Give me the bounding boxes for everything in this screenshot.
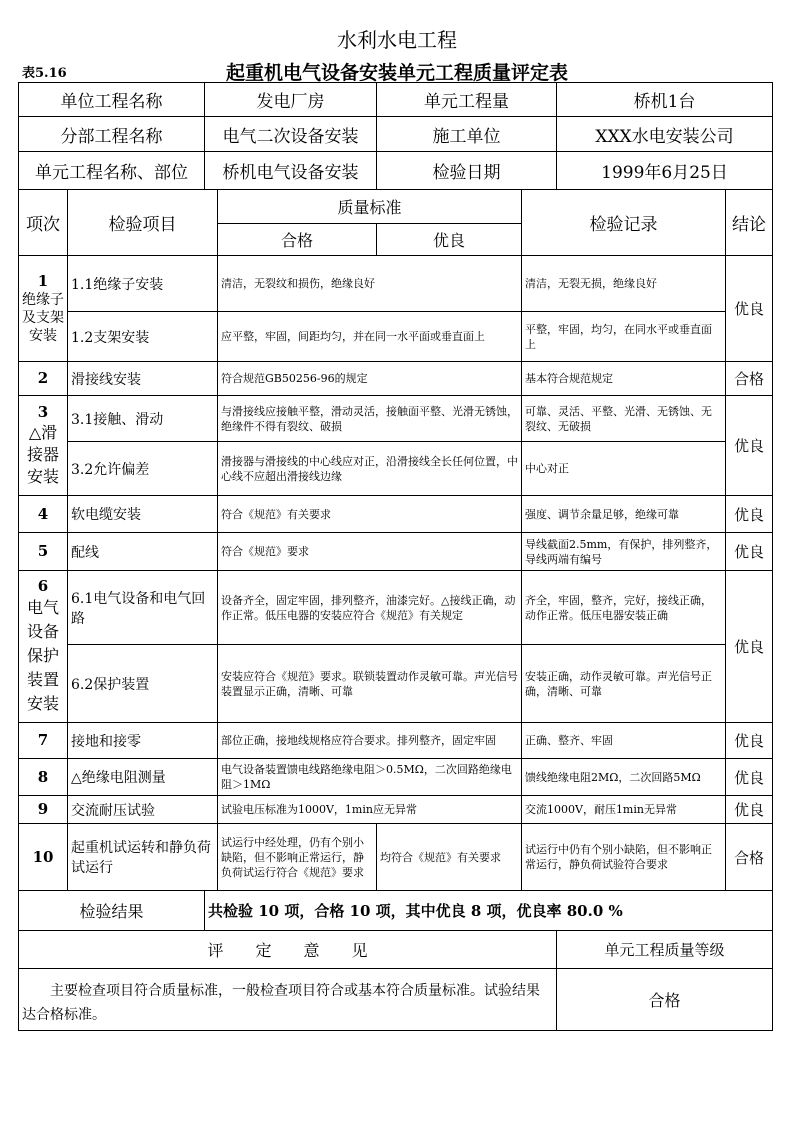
table-row — [19, 256, 773, 312]
unit-project-label: 单位工程名称 — [19, 83, 205, 117]
sub-project-label: 分部工程名称 — [19, 117, 205, 152]
record-text: 试运行中仍有个别小缺陷，但不影响正常运行，静负荷试验符合要求 — [522, 824, 726, 891]
item-number: 4 — [19, 496, 68, 533]
check-item: △绝缘电阻测量 — [68, 759, 218, 796]
table-row — [19, 723, 773, 759]
standard-excellent-text: 均符合《规范》有关要求 — [377, 824, 522, 891]
table-number: 表5.16 — [22, 66, 67, 81]
conclusion: 优良 — [726, 496, 773, 533]
unit-quantity-label: 单元工程量 — [377, 83, 557, 117]
group-name: 电气设备保护装置安装 — [26, 598, 59, 713]
col-quality-standard: 质量标准 — [218, 190, 522, 224]
date-value: 1999年6月25日 — [557, 152, 773, 190]
col-item-no: 项次 — [19, 190, 68, 256]
record-text: 齐全，牢固，整齐，完好，接线正确，动作正常。低压电器安装正确 — [522, 571, 726, 645]
record-text: 基本符合规范规定 — [522, 362, 726, 396]
check-item: 接地和接零 — [68, 723, 218, 759]
date-label: 检验日期 — [377, 152, 557, 190]
conclusion: 合格 — [726, 362, 773, 396]
standard-text: 安装应符合《规范》要求。联锁装置动作灵敏可靠。声光信号装置显示正确，清晰、可靠 — [218, 645, 522, 723]
item-number: 9 — [19, 796, 68, 824]
check-item: 配线 — [68, 533, 218, 571]
element-label: 单元工程名称、部位 — [19, 152, 205, 190]
form-title: 起重机电气设备安装单元工程质量评定表 — [225, 62, 568, 84]
record-text: 强度、调节余量足够，绝缘可靠 — [522, 496, 726, 533]
check-item: 交流耐压试验 — [68, 796, 218, 824]
quality-evaluation-table — [18, 82, 773, 1031]
table-row — [19, 362, 773, 396]
table-row — [19, 396, 773, 442]
group-number: 6 — [37, 577, 49, 595]
standard-text: 电气设备装置馈电线路绝缘电阻＞0.5MΩ，二次回路绝缘电阻＞1MΩ — [218, 759, 522, 796]
conclusion: 优良 — [726, 256, 773, 362]
conclusion: 合格 — [726, 824, 773, 891]
record-text: 可靠、灵活、平整、光滑、无锈蚀、无裂纹、无破损 — [522, 396, 726, 442]
table-row — [19, 442, 773, 496]
unit-quantity-value: 桥机1台 — [557, 83, 773, 117]
document-title: 水利水电工程 — [337, 28, 457, 52]
group-name: △滑接器安装 — [26, 423, 59, 486]
opinion-text: 主要检查项目符合质量标准，一般检查项目符合或基本符合质量标准。试验结果达合格标准。 — [19, 969, 557, 1031]
check-item: 3.1接触、滑动 — [68, 396, 218, 442]
standard-text: 设备齐全，固定牢固，排列整齐，油漆完好。△接线正确，动作正常。低压电器的安装应符合《规范》有关规定 — [218, 571, 522, 645]
group-number: 3 — [37, 403, 49, 421]
group-1-cell — [19, 256, 68, 362]
check-item: 3.2允许偏差 — [68, 442, 218, 496]
standard-text: 应平整，牢固，间距均匀，并在同一水平面或垂直面上 — [218, 312, 522, 362]
group-number: 1 — [37, 272, 49, 290]
check-item: 软电缆安装 — [68, 496, 218, 533]
result-text: 共检验 10 项，合格 10 项，其中优良 8 项，优良率 80.0 % — [205, 891, 773, 931]
conclusion: 优良 — [726, 396, 773, 496]
col-excellent: 优良 — [377, 224, 522, 256]
opinion-label: 评 定 意 见 — [19, 931, 557, 969]
record-text: 正确、整齐、牢固 — [522, 723, 726, 759]
record-text: 导线截面2.5mm，有保护，排列整齐，导线两端有编号 — [522, 533, 726, 571]
table-row — [19, 496, 773, 533]
item-number: 2 — [19, 362, 68, 396]
record-text: 中心对正 — [522, 442, 726, 496]
standard-text: 清洁，无裂纹和损伤，绝缘良好 — [218, 256, 522, 312]
conclusion: 优良 — [726, 796, 773, 824]
group-name: 绝缘子及支架安装 — [22, 292, 64, 344]
table-row — [19, 759, 773, 796]
record-text: 清洁，无裂无损，绝缘良好 — [522, 256, 726, 312]
sub-project-value: 电气二次设备安装 — [205, 117, 377, 152]
standard-text: 与滑接线应接触平整，滑动灵活，接触面平整、光滑无锈蚀，绝缘件不得有裂纹、破损 — [218, 396, 522, 442]
standard-text: 滑接器与滑接线的中心线应对正，沿滑接线全长任何位置，中心线不应超出滑接线边缘 — [218, 442, 522, 496]
standard-text: 部位正确，接地线规格应符合要求。排列整齐，固定牢固 — [218, 723, 522, 759]
record-text: 馈线绝缘电阻2MΩ，二次回路5MΩ — [522, 759, 726, 796]
check-item: 1.2支架安装 — [68, 312, 218, 362]
record-text: 安装正确，动作灵敏可靠。声光信号正确，清晰、可靠 — [522, 645, 726, 723]
contractor-value: XXX水电安装公司 — [557, 117, 773, 152]
record-text: 平整，牢固，均匀，在同水平或垂直面上 — [522, 312, 726, 362]
check-item: 1.1绝缘子安装 — [68, 256, 218, 312]
check-item: 滑接线安装 — [68, 362, 218, 396]
standard-text: 符合《规范》有关要求 — [218, 496, 522, 533]
item-number: 7 — [19, 723, 68, 759]
result-label: 检验结果 — [19, 891, 205, 931]
result-row — [19, 891, 773, 931]
group-3-cell — [19, 396, 68, 496]
col-record: 检验记录 — [522, 190, 726, 256]
standard-text: 符合规范GB50256-96的规定 — [218, 362, 522, 396]
check-item: 6.2保护装置 — [68, 645, 218, 723]
check-item: 6.1电气设备和电气回路 — [68, 571, 218, 645]
element-value: 桥机电气设备安装 — [205, 152, 377, 190]
standard-text: 试验电压标准为1000V，1min应无异常 — [218, 796, 522, 824]
standard-qualified-text: 试运行中经处理，仍有个别小缺陷，但不影响正常运行，静负荷试运行符合《规范》要求 — [218, 824, 377, 891]
record-text: 交流1000V，耐压1min无异常 — [522, 796, 726, 824]
conclusion: 优良 — [726, 723, 773, 759]
col-conclusion: 结论 — [726, 190, 773, 256]
conclusion: 优良 — [726, 759, 773, 796]
item-number: 10 — [19, 824, 68, 891]
table-row — [19, 571, 773, 645]
contractor-label: 施工单位 — [377, 117, 557, 152]
standard-text: 符合《规范》要求 — [218, 533, 522, 571]
col-check-item: 检验项目 — [68, 190, 218, 256]
quality-grade: 合格 — [557, 969, 773, 1031]
table-row — [19, 824, 773, 891]
check-item: 起重机试运转和静负荷试运行 — [68, 824, 218, 891]
grade-label: 单元工程质量等级 — [557, 931, 773, 969]
group-6-cell — [19, 571, 68, 723]
col-qualified: 合格 — [218, 224, 377, 256]
table-row — [19, 533, 773, 571]
unit-project-value: 发电厂房 — [205, 83, 377, 117]
item-number: 5 — [19, 533, 68, 571]
table-row — [19, 312, 773, 362]
conclusion: 优良 — [726, 571, 773, 723]
table-row — [19, 796, 773, 824]
conclusion: 优良 — [726, 533, 773, 571]
table-row — [19, 645, 773, 723]
item-number: 8 — [19, 759, 68, 796]
